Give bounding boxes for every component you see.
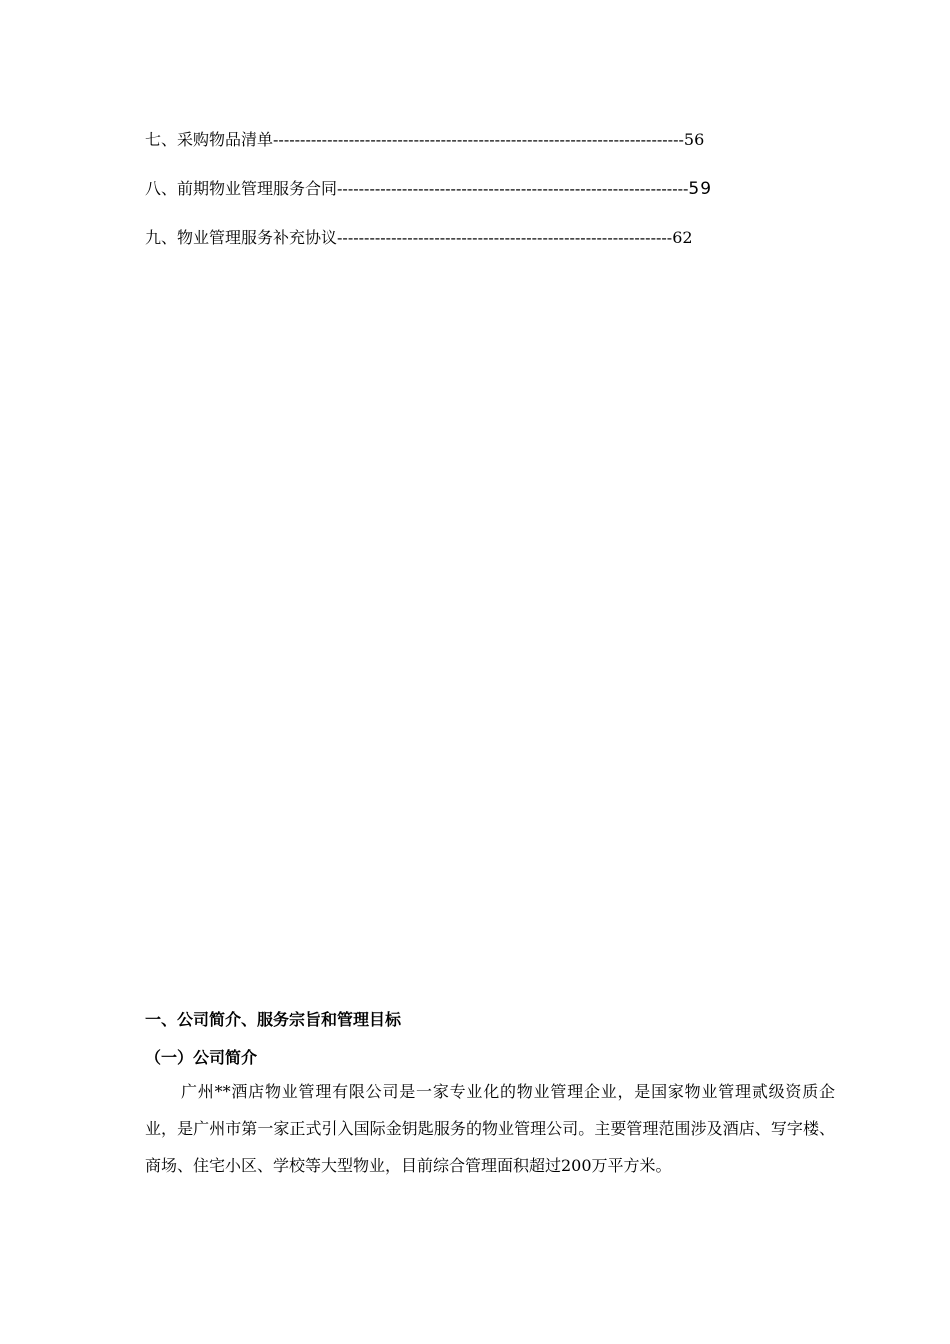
toc-entry-title: 七、采购物品清单: [145, 130, 274, 149]
section-heading: 一、公司简介、服务宗旨和管理目标: [145, 1010, 402, 1029]
toc-entry-page: 59: [688, 179, 713, 199]
toc-entry-leader: ----------------------------------------------------------------------------: [273, 130, 684, 149]
toc-entry-7[interactable]: [145, 126, 825, 175]
toc-entry-8[interactable]: [145, 175, 825, 224]
toc-entry-page: 62: [672, 228, 693, 247]
toc-entry-title: 九、物业管理服务补充协议: [145, 228, 338, 247]
company-overview-section: [145, 1005, 835, 1184]
toc-entry-leader: -----------------------------------------------------------------: [337, 179, 689, 198]
body-paragraph: 广州**酒店物业管理有限公司是一家专业化的物业管理企业，是国家物业管理贰级资质企业，是广州市第一家正式引入国际金钥匙服务的物业管理公司。主要管理范围涉及酒店、写字楼、商场、住宅小区、学校等大型物业，目前综合管理面积超过200万平方米。: [145, 1082, 835, 1175]
toc-entry-page: 56: [683, 130, 705, 149]
table-of-contents: [145, 126, 825, 273]
toc-entry-title: 八、前期物业管理服务合同: [145, 179, 338, 198]
toc-entry-leader: --------------------------------------------------------------: [337, 228, 673, 247]
toc-entry-9[interactable]: [145, 224, 825, 273]
section-subheading: （一）公司简介: [145, 1048, 258, 1067]
